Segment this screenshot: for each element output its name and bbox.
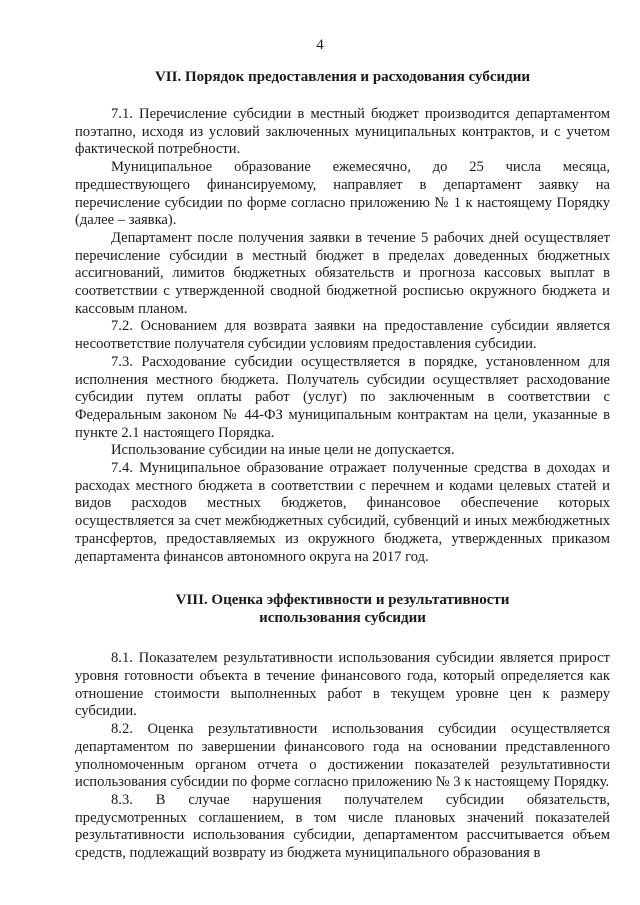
- paragraph-8-2: 8.2. Оценка результативности использования субсидии осуществляется департаментом по завершении финансового года на основании представленного уполномоченным органом отчета о достижении показателей результативности использования субсидии по форме согласно приложению № 3 к настоящему Порядку.: [75, 721, 610, 791]
- section-8-title: [75, 591, 610, 627]
- paragraph-7-2: 7.2. Основанием для возврата заявки на предоставление субсидии является несоответствие получателя субсидии условиям предоставления субсидии.: [75, 318, 610, 353]
- page-number: 4: [316, 37, 324, 53]
- paragraph-8-3: 8.3. В случае нарушения получателем субсидии обязательств, предусмотренных соглашением, в том числе плановых значений показателей результативности использования субсидии, департаментом рассчитывается объем средств, подлежащий возврату из бюджета муниципального образования в: [75, 791, 610, 862]
- section-8-title-line-2: использования субсидии: [259, 610, 426, 627]
- paragraph-7-1: 7.1. Перечисление субсидии в местный бюджет производится департаментом поэтапно, исходя из условий заключенных муниципальных контрактов, и с учетом фактической потребности.: [75, 106, 610, 158]
- section-8-title-line-1: VIII. Оценка эффективности и результативности: [175, 592, 510, 609]
- paragraph-7-1-transfer: Департамент после получения заявки в течение 5 рабочих дней осуществляет перечисление субсидии в местный бюджет в пределах доведенных бюджетных ассигнований, лимитов бюджетных обязательств и прогноза кассовых выплат в соответствии с утвержденной сводной бюджетной росписью окружного бюджета и кассовым планом.: [75, 229, 610, 317]
- paragraph-8-1: 8.1. Показателем результативности использования субсидии является прирост уровня готовности объекта в течение финансового года, который определяется как отношение стоимости выполненных работ в текущем уровне цен к размеру субсидии.: [75, 650, 610, 720]
- document-body: [75, 64, 610, 863]
- paragraph-7-3: 7.3. Расходование субсидии осуществляется в порядке, установленном для исполнения местного бюджета. Получатель субсидии осуществляет расходование субсидии путем оплаты работ (услуг) по заключенным в соответствии с Федеральным законом № 44-ФЗ муниципальным контрактам на цели, указанные в пункте 2.1 настоящего Порядка.: [75, 353, 610, 441]
- section-7-title: VII. Порядок предоставления и расходования субсидии: [154, 69, 531, 85]
- paragraph-7-1-application: Муниципальное образование ежемесячно, до 25 числа месяца, предшествующего финансируемому, направляет в департамент заявку на перечисление субсидии по форме согласно приложению № 1 к настоящему Порядку (далее – заявка).: [75, 159, 610, 229]
- paragraph-7-3-restriction: Использование субсидии на иные цели не допускается.: [111, 442, 455, 459]
- paragraph-7-4: 7.4. Муниципальное образование отражает полученные средства в доходах и расходах местного бюджета в соответствии с перечнем и кодами целевых статей и видов расходов местных бюджетов, финансовое обеспечение которых осуществляется за счет межбюджетных субсидий, субвенций и иных межбюджетных трансфертов, предоставляемых из окружного бюджета, утвержденных приказом департамента финансов автономного округа на 2017 год.: [75, 460, 610, 565]
